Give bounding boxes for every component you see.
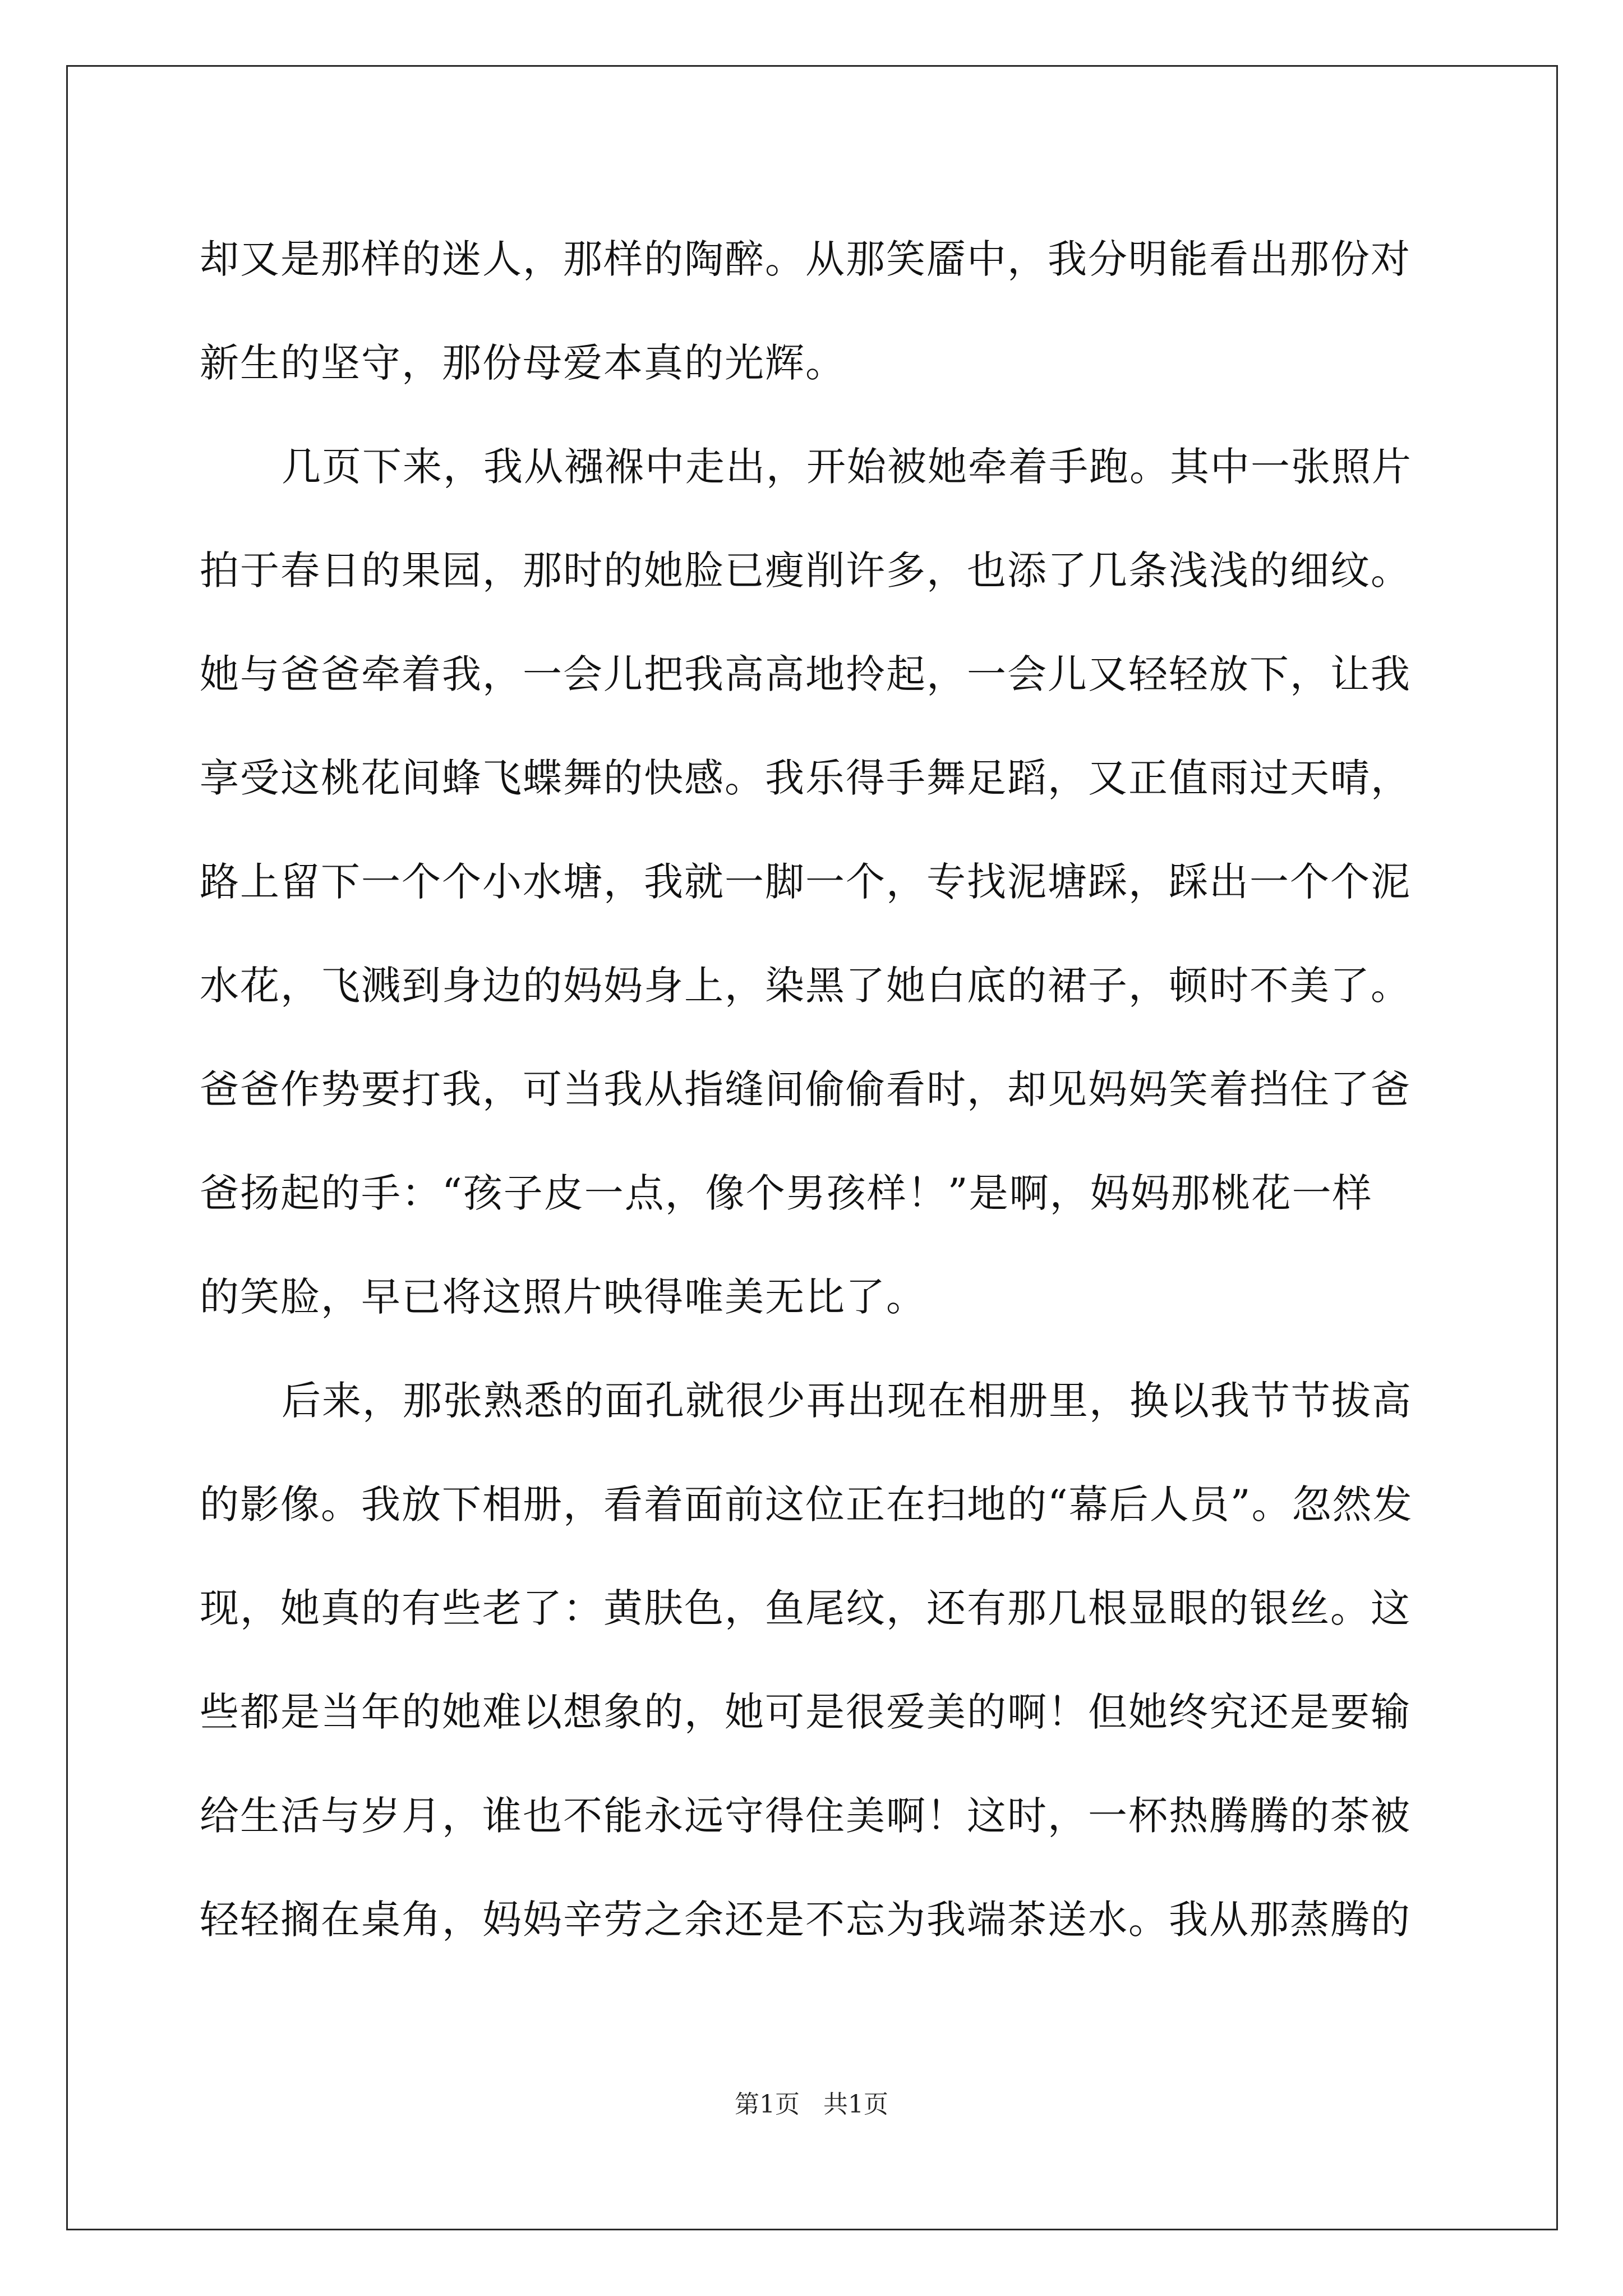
text-line: 路上留下一个个小水塘，我就一脚一个，专找泥塘踩，踩出一个个泥 bbox=[200, 859, 1411, 905]
text-line: 新生的坚守，那份母爱本真的光辉。 bbox=[200, 340, 846, 386]
document-body bbox=[200, 208, 1433, 1972]
paragraph-2 bbox=[200, 415, 1433, 1349]
text-line: 爸爸作势要打我，可当我从指缝间偷偷看时，却见妈妈笑着挡住了爸 bbox=[200, 1066, 1411, 1112]
text-line: 些都是当年的她难以想象的，她可是很爱美的啊！但她终究还是要输 bbox=[200, 1689, 1411, 1735]
text-line: 水花，飞溅到身边的妈妈身上，染黑了她白底的裙子，顿时不美了。 bbox=[200, 963, 1411, 1009]
text-line: 后来，那张熟悉的面孔就很少再出现在相册里，换以我节节拔高 bbox=[282, 1378, 1412, 1424]
page-footer: 第1页 共1页 bbox=[735, 2090, 888, 2119]
paragraph-1 bbox=[200, 208, 1433, 415]
text-line: 几页下来，我从襁褓中走出，开始被她牵着手跑。其中一张照片 bbox=[282, 444, 1412, 490]
text-line: 给生活与岁月，谁也不能永远守得住美啊！这时，一杯热腾腾的茶被 bbox=[200, 1793, 1411, 1839]
text-line: 拍于春日的果园，那时的她脸已瘦削许多，也添了几条浅浅的细纹。 bbox=[200, 547, 1411, 593]
text-line: 的笑脸，早已将这照片映得唯美无比了。 bbox=[200, 1274, 926, 1320]
text-line: 她与爸爸牵着我，一会儿把我高高地拎起，一会儿又轻轻放下，让我 bbox=[200, 651, 1411, 697]
text-line: 享受这桃花间蜂飞蝶舞的快感。我乐得手舞足蹈，又正值雨过天晴， bbox=[200, 755, 1411, 801]
text-line: 的影像。我放下相册，看着面前这位正在扫地的“幕后人员”。忽然发 bbox=[200, 1481, 1413, 1527]
text-line: 却又是那样的迷人，那样的陶醉。从那笑靥中，我分明能看出那份对 bbox=[200, 236, 1411, 282]
text-line: 爸扬起的手：“孩子皮一点，像个男孩样！”是啊，妈妈那桃花一样 bbox=[200, 1170, 1373, 1216]
text-line: 现，她真的有些老了：黄肤色，鱼尾纹，还有那几根显眼的银丝。这 bbox=[200, 1585, 1411, 1631]
paragraph-3 bbox=[200, 1349, 1433, 1972]
text-line: 轻轻搁在桌角，妈妈辛劳之余还是不忘为我端茶送水。我从那蒸腾的 bbox=[200, 1897, 1411, 1943]
